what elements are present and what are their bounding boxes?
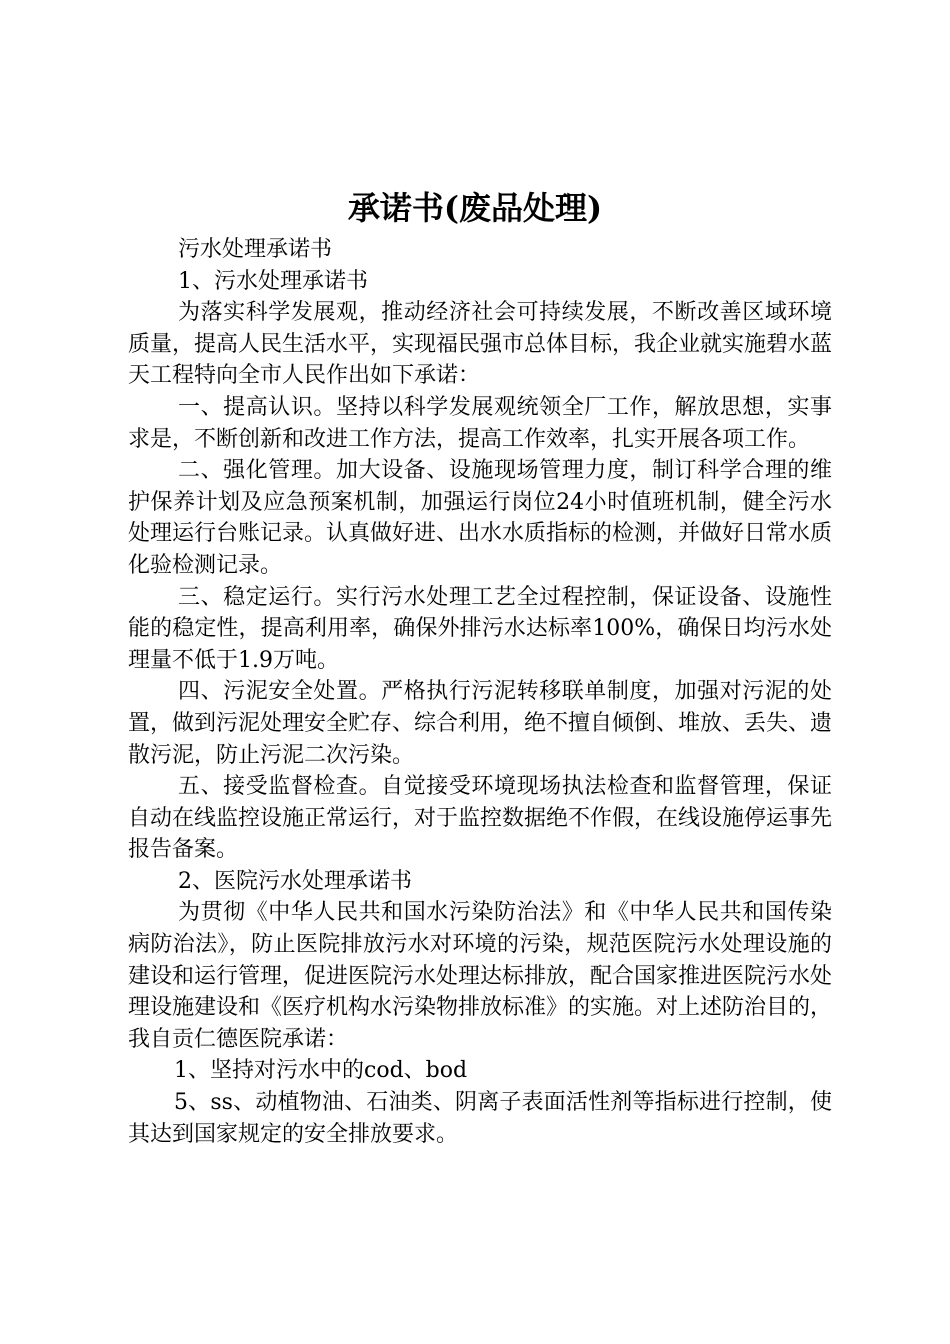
paragraph-intro: 为落实科学发展观，推动经济社会可持续发展，不断改善区域环境质量，提高人民生活水平，实现福民强市总体目标，我企业就实施碧水蓝天工程特向全市人民作出如下承诺： <box>128 300 833 389</box>
paragraph-item-1: 一、提高认识。坚持以科学发展观统领全厂工作，解放思想，实事求是，不断创新和改进工作方法，提高工作效率，扎实开展各项工作。 <box>128 394 832 452</box>
paragraph-hospital-item-1: 1、坚持对污水中的cod、bod <box>174 1058 468 1084</box>
section-heading-2: 2、医院污水处理承诺书 <box>178 868 412 894</box>
paragraph-item-5: 五、接受监督检查。自觉接受环境现场执法检查和监督管理，保证自动在线监控设施正常运行，对于监控数据绝不作假，在线设施停运事先报告备案。 <box>128 774 833 863</box>
paragraph-hospital-intro: 为贯彻《中华人民共和国水污染防治法》和《中华人民共和国传染病防治法》，防止医院排放污水对环境的污染，规范医院污水处理设施的建设和运行管理，促进医院污水处理达标排放，配合国家推进医院污水处理设施建设和《医疗机构水污染物排放标准》的实施。对上述防治目的，我自贡仁德医院承诺： <box>128 900 833 1052</box>
section-heading-main: 污水处理承诺书 <box>178 237 333 262</box>
paragraph-item-4: 四、污泥安全处置。严格执行污泥转移联单制度，加强对污泥的处置，做到污泥处理安全贮存、综合利用，绝不擅自倾倒、堆放、丢失、遗散污泥，防止污泥二次污染。 <box>128 679 833 768</box>
section-heading-1: 1、污水处理承诺书 <box>178 268 368 294</box>
paragraph-item-3: 三、稳定运行。实行污水处理工艺全过程控制，保证设备、设施性能的稳定性，提高利用率，确保外排污水达标率100%，确保日均污水处理量不低于1.9万吨。 <box>128 584 832 673</box>
paragraph-hospital-item-5: 5、ss、动植物油、石油类、阴离子表面活性剂等指标进行控制，使其达到国家规定的安全排放要求。 <box>128 1090 832 1147</box>
document-title: 承诺书(废品处理) <box>347 189 603 227</box>
document-body <box>128 234 832 1150</box>
paragraph-item-2: 二、强化管理。加大设备、设施现场管理力度，制订科学合理的维护保养计划及应急预案机制，加强运行岗位24小时值班机制，健全污水处理运行台账记录。认真做好进、出水水质指标的检测，并做好日常水质化验检测记录。 <box>128 458 833 578</box>
